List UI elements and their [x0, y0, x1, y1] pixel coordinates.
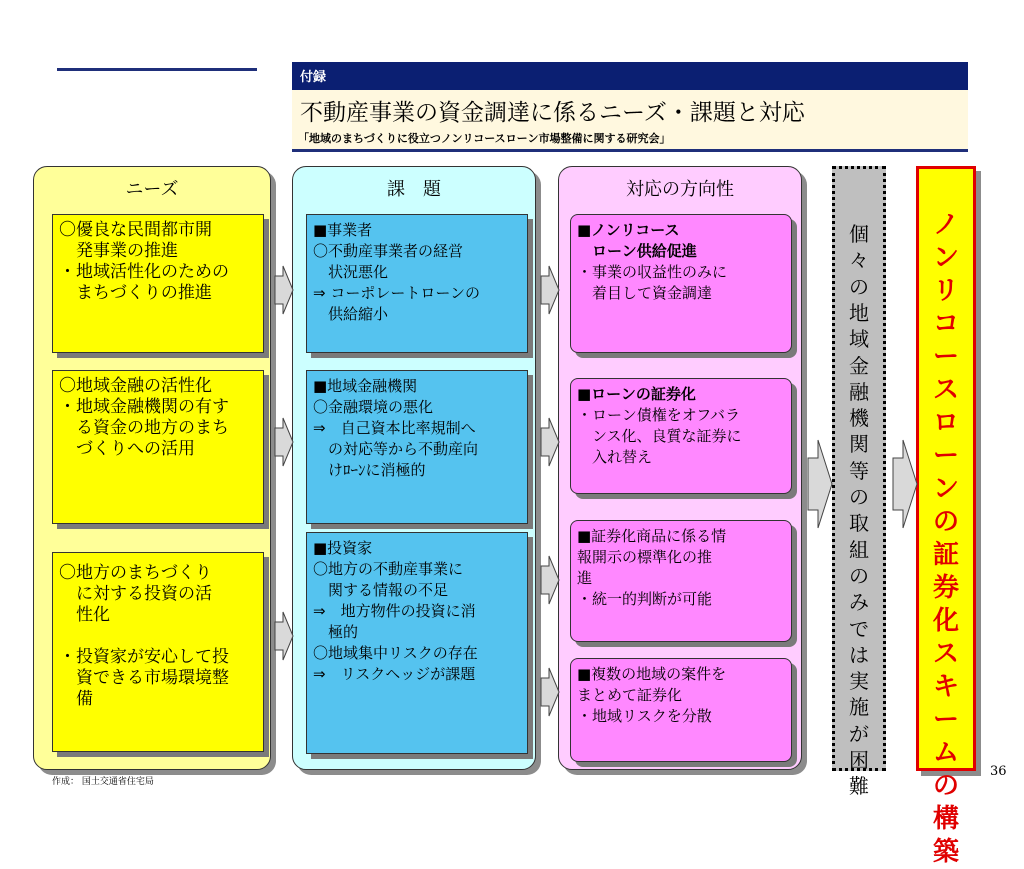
needs-title: ニーズ — [125, 179, 179, 200]
difficulty-note-char: 困 — [849, 748, 869, 772]
response-body-line: ・地域リスクを分散 — [577, 707, 712, 725]
response-heading-line: ローン供給促進 — [577, 242, 697, 260]
box-text-line: ⇒ 自己資本比率規制へ — [313, 419, 476, 437]
difficulty-note-char: が — [849, 721, 869, 746]
box-text-line: ・地域金融機関の有す — [59, 397, 229, 417]
difficulty-note-char: 施 — [849, 695, 869, 720]
arrow-to-conclusion — [893, 440, 919, 528]
response-body-line: ・統一的判断が可能 — [577, 590, 713, 608]
difficulty-note-char: み — [849, 590, 869, 615]
difficulty-note-char: の — [849, 485, 869, 509]
box-text-line: ⇒ コーポレートローンの — [313, 284, 481, 302]
conclusion-char: 築 — [932, 837, 959, 867]
difficulty-note-char: 関 — [849, 432, 869, 457]
box-text-line: 〇地域集中リスクの存在 — [313, 644, 478, 662]
difficulty-note-box — [832, 166, 886, 799]
conclusion-char: の — [932, 507, 959, 537]
conclusion-char: ン — [932, 243, 959, 273]
arrow-issues-to-responses-3 — [541, 556, 561, 604]
source-note: 作成： 国土交通省住宅局 — [52, 777, 154, 787]
conclusion-char: ン — [932, 474, 959, 504]
box-text-line: ⇒ リスクヘッジが課題 — [313, 665, 476, 683]
difficulty-note-char: は — [849, 642, 869, 667]
box-text-line: ⇒ 地方物件の投資に消 — [313, 602, 476, 620]
difficulty-note-char: 実 — [849, 669, 869, 694]
arrow-issues-to-responses-2 — [541, 418, 561, 466]
response-body-line: まとめて証券化 — [577, 686, 683, 704]
difficulty-note-char: 機 — [849, 406, 869, 431]
box-text-line: 〇優良な民間都市開 — [59, 220, 212, 240]
response-box-2 — [570, 378, 792, 494]
conclusion-char: ー — [932, 342, 959, 372]
box-text-line: 〇地方の不動産事業に — [313, 560, 464, 578]
responses-title: 対応の方向性 — [626, 179, 734, 200]
appendix-label: 付録 — [292, 62, 968, 90]
difficulty-note-char: 等 — [849, 458, 869, 483]
conclusion-char: ス — [932, 375, 959, 405]
response-body-line: 報開示の標準化の推 — [577, 548, 713, 566]
difficulty-note-char: 金 — [849, 353, 869, 378]
box-text-line: 発事業の推進 — [59, 241, 178, 261]
difficulty-note-char: 々 — [849, 248, 869, 273]
issues-box-1 — [306, 214, 528, 353]
needs-box-3 — [52, 552, 264, 752]
difficulty-note-char: 難 — [849, 774, 869, 799]
arrow-to-difficulty-note — [808, 440, 834, 528]
response-box-4 — [570, 658, 792, 762]
difficulty-note-char: の — [849, 563, 869, 588]
response-box-1 — [570, 214, 792, 353]
difficulty-note-char: 取 — [849, 511, 869, 536]
arrow-issues-to-responses-1 — [541, 266, 561, 314]
conclusion-char: 構 — [932, 804, 959, 834]
conclusion-char: リ — [932, 276, 959, 306]
box-text-line: 関する情報の不足 — [313, 581, 449, 599]
page-title: 不動産事業の資金調達に係るニーズ・課題と対応 — [300, 100, 805, 126]
arrow-needs-to-issues-2 — [275, 418, 295, 466]
conclusion-char: ム — [932, 738, 959, 768]
needs-box-1 — [52, 214, 264, 353]
box-text-line: 供給縮小 — [313, 305, 389, 323]
issues-box-3 — [306, 532, 528, 754]
conclusion-char: の — [932, 771, 959, 801]
issues-title: 課 題 — [387, 179, 441, 200]
response-body-line: 入れ替え — [577, 448, 653, 466]
box-text-line: ■事業者 — [313, 221, 373, 239]
page-subtitle: 「地域のまちづくりに役立つノンリコースローン市場整備に関する研究会」 — [298, 132, 671, 145]
box-text-line: づくりへの活用 — [59, 439, 195, 459]
box-text-line: ■地域金融機関 — [313, 377, 418, 395]
box-text-line: に対する投資の活 — [59, 584, 212, 604]
conclusion-char: ロ — [932, 408, 959, 438]
response-body-line: 進 — [577, 569, 593, 587]
response-body-line: ンス化、良質な証券に — [577, 427, 742, 445]
box-text-line: まちづくりの推進 — [59, 283, 212, 303]
response-heading-line: ■ノンリコース — [577, 221, 680, 239]
difficulty-note-char: 個 — [849, 222, 869, 246]
response-body-line: ■複数の地域の案件を — [577, 665, 727, 683]
box-text-line: 〇地方のまちづくり — [59, 563, 212, 583]
box-text-line: ・地域活性化のための — [59, 262, 229, 282]
conclusion-char: 証 — [932, 540, 959, 570]
conclusion-char: 化 — [932, 606, 959, 636]
needs-box-2 — [52, 370, 264, 524]
conclusion-char: キ — [932, 672, 959, 702]
difficulty-note-char: で — [849, 616, 869, 641]
box-text-line: 〇地域金融の活性化 — [59, 376, 212, 396]
difficulty-note-char: 地 — [849, 300, 869, 325]
response-body-line: ■証券化商品に係る情 — [577, 527, 727, 545]
box-text-line: 状況悪化 — [313, 263, 389, 281]
conclusion-char: 券 — [932, 573, 959, 603]
difficulty-note-char: 域 — [849, 327, 869, 352]
difficulty-note-char: 融 — [849, 379, 869, 404]
conclusion-char: ス — [932, 639, 959, 669]
conclusion-char: ー — [932, 441, 959, 471]
box-text-line: 〇不動産事業者の経営 — [313, 242, 464, 260]
box-text-line: る資金の地方のまち — [59, 418, 229, 438]
box-text-line — [59, 626, 257, 647]
box-text-line: 備 — [59, 689, 93, 709]
response-heading-line: ■ローンの証券化 — [577, 385, 696, 403]
box-text-line: 〇金融環境の悪化 — [313, 398, 434, 416]
response-box-3 — [570, 520, 792, 642]
conclusion-char: ー — [932, 705, 959, 735]
arrow-needs-to-issues-3 — [275, 612, 295, 660]
response-body-line: ・ローン債権をオフバラ — [577, 406, 741, 424]
box-text-line: 資できる市場環境整 — [59, 668, 229, 688]
box-text-line: ・投資家が安心して投 — [59, 647, 229, 667]
box-text-line: ■投資家 — [313, 539, 373, 557]
conclusion-char: ノ — [932, 210, 959, 240]
arrow-needs-to-issues-1 — [275, 266, 295, 314]
box-text-line: の対応等から不動産向 — [313, 440, 479, 458]
issues-box-2 — [306, 370, 528, 524]
top-rule — [57, 68, 257, 71]
box-text-line: けﾛｰﾝに消極的 — [313, 461, 426, 479]
conclusion-box — [916, 166, 976, 867]
conclusion-char: コ — [932, 309, 959, 339]
page-number: 36 — [990, 764, 1007, 779]
response-body-line: 着目して資金調達 — [577, 284, 713, 302]
arrow-issues-to-responses-4 — [541, 668, 561, 716]
difficulty-note-char: の — [849, 274, 869, 299]
response-body-line: ・事業の収益性のみに — [577, 263, 728, 281]
difficulty-note-char: 組 — [849, 537, 869, 562]
box-text-line: 性化 — [59, 605, 110, 625]
title-box — [292, 90, 968, 152]
box-text-line: 極的 — [313, 623, 359, 641]
